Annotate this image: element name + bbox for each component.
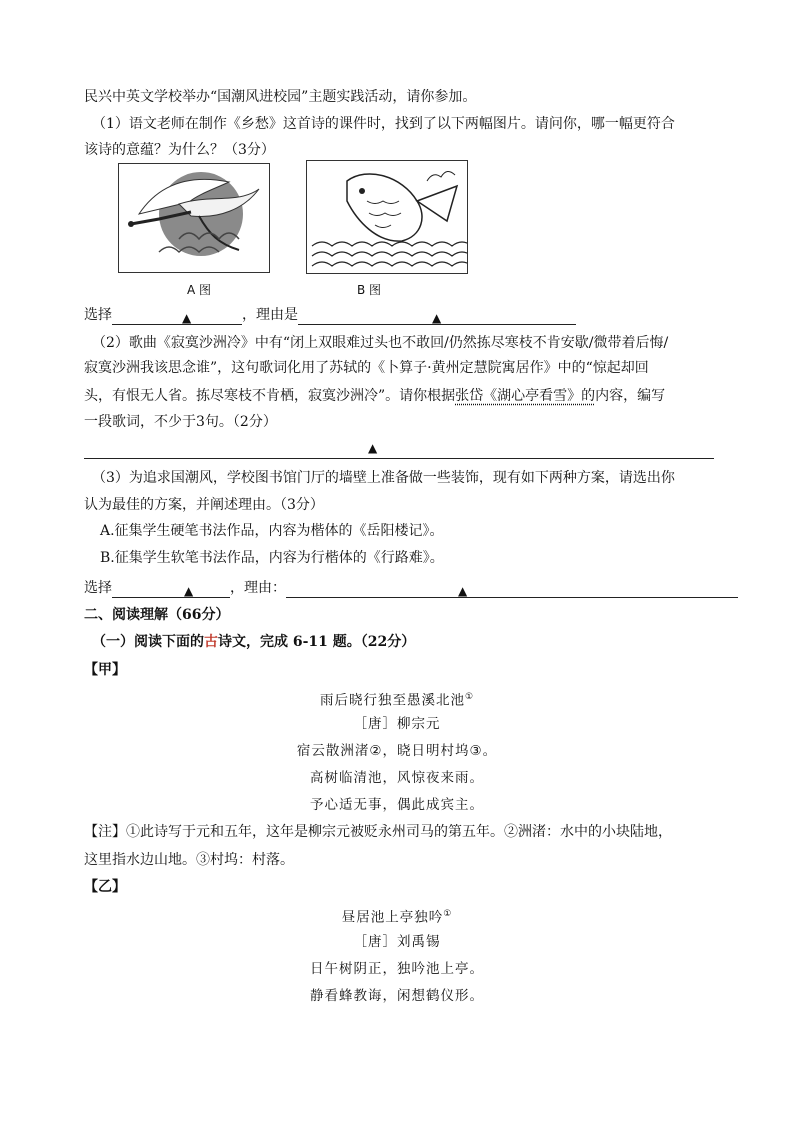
q1-reason-blank[interactable]: ▲: [298, 308, 576, 325]
q3-choice-blank[interactable]: ▲: [112, 581, 230, 598]
yi-poem-line-2: 静看蜂教诲，闲想鹤仪形。: [310, 988, 484, 1004]
q2-answer-line[interactable]: [84, 458, 714, 459]
part1-heading: （一）阅读下面的古诗文，完成 6-11 题。（22分）: [92, 634, 416, 650]
q3-choose-label: 选择: [84, 580, 112, 596]
jia-label: 【甲】: [84, 662, 126, 678]
q2-answer-mark: ▲: [368, 441, 378, 455]
q2-line1: （2）歌曲《寂寞沙洲冷》中有“闭上双眼难过头也不敢回/仍然拣尽寒枝不肯安歇/微带着后悔/: [92, 335, 669, 351]
q1-choice-blank[interactable]: ▲: [112, 308, 242, 325]
q1-line1: （1）语文老师在制作《乡愁》这首诗的课件时，找到了以下两幅图片。请问你，哪一幅更符合: [92, 116, 675, 132]
jia-note-2: 这里指水边山地。③村坞：村落。: [84, 852, 294, 868]
q1-reason-label: ，理由是: [242, 307, 298, 323]
jia-poem-line-1: 宿云散洲渚②，晓日明村坞③。: [296, 743, 498, 759]
q3-reason-blank[interactable]: ▲: [286, 581, 738, 598]
jia-title: 雨后晓行独至愚溪北池①: [319, 692, 475, 709]
q1-answer-line: [84, 305, 576, 325]
q1-line2: 该诗的意蕴？为什么？（3分）: [84, 142, 275, 158]
jia-author: ［唐］柳宗元: [353, 716, 441, 732]
q3-answer-line: [84, 578, 738, 598]
image-b-carp: [306, 160, 468, 274]
q3-option-b: B.征集学生软笔书法作品，内容为行楷体的《行路难》。: [100, 550, 444, 566]
section-heading: 二、阅读理解（66分）: [84, 607, 230, 623]
q3-line1: （3）为追求国潮风，学校图书馆门厅的墙壁上准备做一些装饰，现有如下两种方案，请选出你: [92, 470, 675, 486]
jia-poem-line-3: 予心适无事，偶此成宾主。: [310, 797, 484, 813]
yi-title: 昼居池上亭独吟①: [341, 909, 453, 926]
q1-choose-label: 选择: [84, 307, 112, 323]
q3-reason-label: ，理由：: [230, 580, 286, 596]
q2-line4: 一段歌词，不少于3句。（2分）: [84, 414, 277, 430]
intro-text: 民兴中英文学校举办“国潮风进校园”主题实践活动，请你参加。: [84, 89, 477, 105]
image-a-caption: A 图: [187, 283, 212, 297]
yi-poem-line-1: 日午树阴正，独吟池上亭。: [310, 961, 484, 977]
q3-option-a: A.征集学生硬笔书法作品，内容为楷体的《岳阳楼记》。: [100, 523, 444, 539]
image-a-crane: [118, 163, 270, 273]
yi-author: ［唐］刘禹锡: [353, 934, 441, 950]
q3-line2: 认为最佳的方案，并阐述理由。（3分）: [84, 497, 324, 513]
q2-emphasis: 张岱《湖心亭看雪》的: [455, 388, 596, 404]
image-b-caption: B 图: [357, 283, 382, 297]
yi-label: 【乙】: [84, 879, 126, 895]
q2-line2: 寂寞沙洲我该思念谁”，这句歌词化用了苏轼的《卜算子·黄州定慧院寓居作》中的“惊起却回: [84, 360, 649, 376]
q2-line3: 头，有恨无人省。拣尽寒枝不肯栖，寂寞沙洲冷”。请你根据张岱《湖心亭看雪》的内容，编写: [84, 388, 666, 404]
jia-poem-line-2: 高树临清池，风惊夜来雨。: [310, 770, 484, 786]
jia-note-1: 【注】①此诗写于元和五年，这年是柳宗元被贬永州司马的第五年。②洲渚：水中的小块陆地，: [84, 824, 672, 840]
